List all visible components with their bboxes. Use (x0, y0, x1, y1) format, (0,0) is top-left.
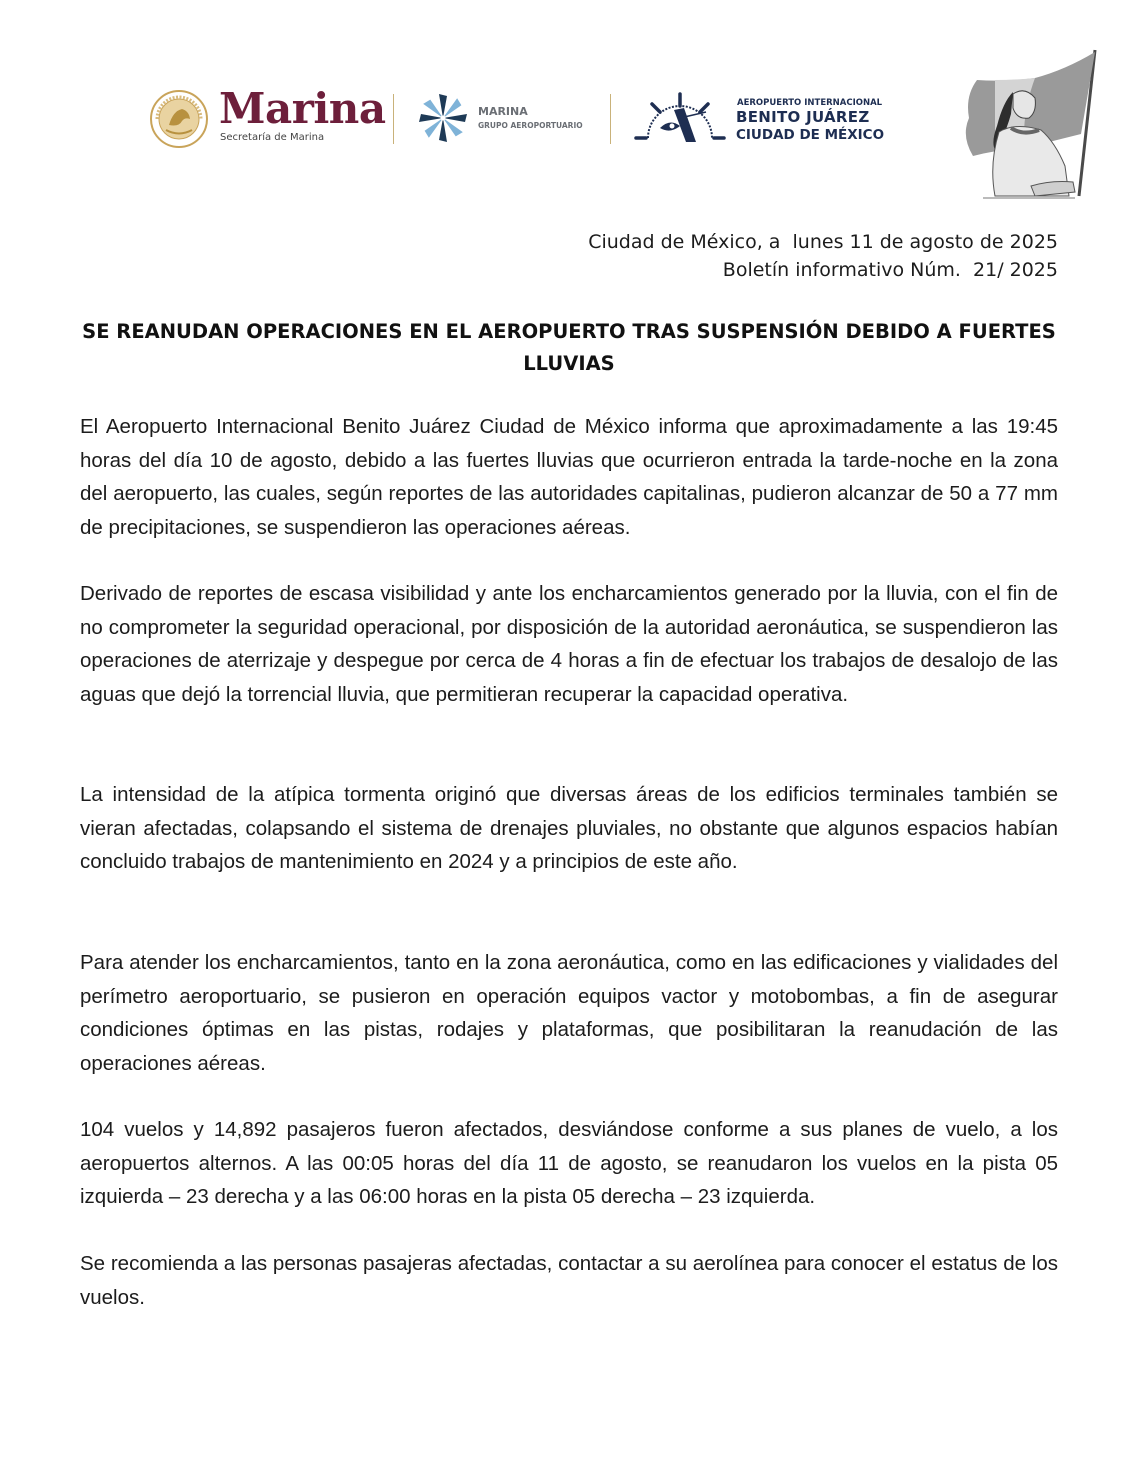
marina-logo-text: Marina (219, 84, 386, 133)
place-date: Ciudad de México, a lunes 11 de agosto de 2025 (588, 231, 1058, 253)
bulletin-number: Boletín informativo Núm. 21/ 2025 (722, 259, 1058, 281)
grupo-logo-line2: GRUPO AEROPORTUARIO (478, 121, 583, 130)
airport-logo-line2: BENITO JUÁREZ (736, 108, 870, 126)
letterhead (0, 0, 1142, 210)
paragraph: Se recomienda a las personas pasajeras afectadas, contactar a su aerolínea para conocer el estatus de los vuelos. (80, 1252, 1058, 1309)
airport-logo-line3: CIUDAD DE MÉXICO (736, 127, 885, 143)
paragraph: El Aeropuerto Internacional Benito Juárez Ciudad de México informa que aproximadamente a las 19:45 horas del día 10 de agosto, debido a las fuertes lluvias que ocurrieron entrada la tarde-noche en la zona del aeropuerto, las cuales, según reportes de las autoridades capitalinas, pudieron alcanzar de 50 a 77 mm de precipitaciones, se suspendieron las operaciones aéreas. (80, 415, 1058, 539)
paragraph: Derivado de reportes de escasa visibilidad y ante los encharcamientos generado por la lluvia, con el fin de no comprometer la seguridad operacional, por disposición de la autoridad aeronáutica, se suspendieron las operaciones de aterrizaje y despegue por cerca de 4 horas a fin de efectuar los trabajos de desalojo de las aguas que dejó la torrencial lluvia, que permitieran recuperar la capacidad operativa. (80, 582, 1058, 706)
paragraph: La intensidad de la atípica tormenta originó que diversas áreas de los edificios terminales también se vieran afectadas, colapsando el sistema de drenajes pluviales, no obstante que algunos espacios habían concluido trabajos de mantenimiento en 2024 y a principios de este año. (80, 783, 1058, 873)
paragraph: 104 vuelos y 14,892 pasajeros fueron afectados, desviándose conforme a sus planes de vuelo, a los aeropuertos alternos. A las 00:05 horas del día 11 de agosto, se reanudaron los vuelos en la pista 05 izquierda – 23 derecha y a las 06:00 horas en la pista 05 derecha – 23 izquierda. (80, 1118, 1058, 1208)
logo-divider (393, 94, 394, 144)
woman-with-flag-illustration (955, 46, 1105, 201)
bulletin-title: SE REANUDAN OPERACIONES EN EL AEROPUERTO TRAS SUSPENSIÓN DEBIDO A FUERTES LLUVIAS (82, 320, 1056, 375)
logo-divider (610, 94, 611, 144)
grupo-logo-line1: MARINA (478, 105, 528, 118)
paragraph: Para atender los encharcamientos, tanto en la zona aeronáutica, como en las edificaciones y vialidades del perímetro aeroportuario, se pusieron en operación equipos vactor y motobombas, a fin de asegurar condiciones óptimas en las pistas, rodajes y plataformas, que posibilitaran la reanudación de las operaciones aéreas. (80, 951, 1058, 1075)
mexican-coat-of-arms-seal-icon (149, 89, 209, 149)
airport-logo-line1: AEROPUERTO INTERNACIONAL (737, 98, 883, 108)
ship-helm-icon (634, 92, 726, 148)
pinwheel-star-icon (417, 92, 469, 144)
marina-logo-subtitle: Secretaría de Marina (220, 132, 325, 143)
bulletin-meta (588, 228, 1058, 284)
